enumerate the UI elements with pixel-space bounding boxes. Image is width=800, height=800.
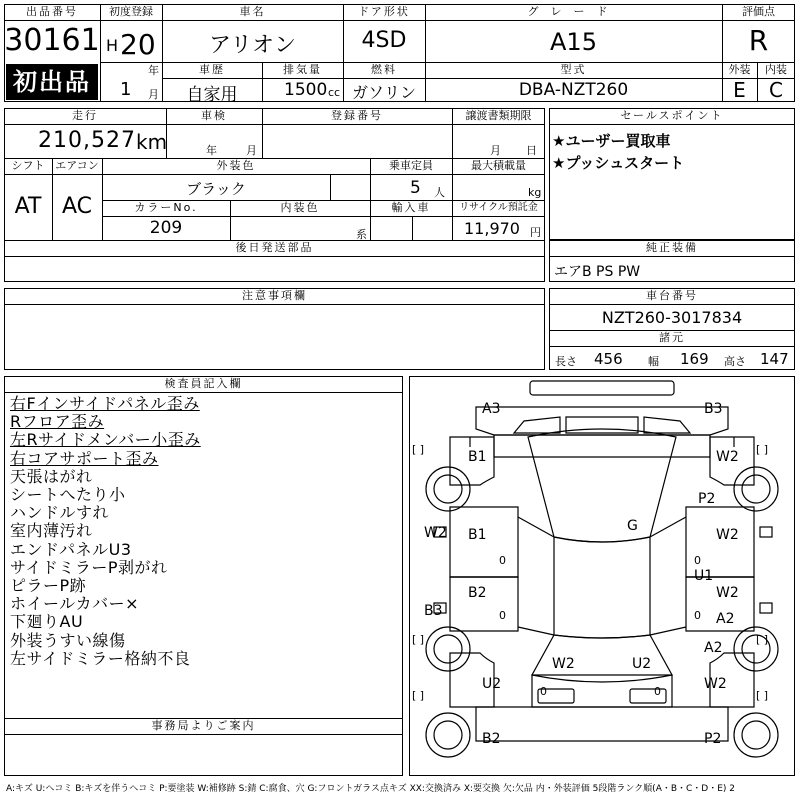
equipment-value: エアB PS PW bbox=[554, 264, 641, 280]
later-parts-label: 後日発送部品 bbox=[235, 241, 314, 254]
specifications-label: 諸元 bbox=[659, 331, 685, 344]
chassis-number: NZT260-3017834 bbox=[601, 308, 743, 327]
damage-mark: W2 bbox=[716, 527, 739, 543]
equipment-label: 純正装備 bbox=[646, 241, 698, 254]
first-listing-badge: 初出品 bbox=[6, 64, 98, 100]
damage-mark: W2 bbox=[716, 449, 739, 465]
inspector-note-line: 右Fインサイドパネル歪み bbox=[10, 394, 200, 413]
inspector-note-line: サイドミラーP剥がれ bbox=[10, 557, 168, 577]
zero-mark: 0 bbox=[540, 685, 547, 698]
inspector-notes-label: 検査員記入欄 bbox=[164, 377, 243, 390]
recycle-fee-unit: 円 bbox=[530, 226, 541, 239]
damage-mark: B3 bbox=[424, 603, 443, 619]
model-code: DBA-NZT260 bbox=[518, 80, 629, 100]
overall-score: R bbox=[748, 24, 769, 57]
displacement: 1500 bbox=[284, 80, 328, 100]
max-load-label: 最大積載量 bbox=[471, 159, 526, 172]
damage-mark: U2 bbox=[482, 676, 502, 692]
color-number-label: カラーNo. bbox=[134, 201, 198, 214]
month-unit: 月 bbox=[148, 88, 159, 101]
inspector-note-line: 天張はがれ bbox=[10, 466, 93, 486]
shift-label: シフト bbox=[11, 159, 45, 172]
chassis-number-label: 車台番号 bbox=[646, 289, 698, 302]
zero-mark: 0 bbox=[499, 609, 506, 622]
zero-mark: 0 bbox=[654, 685, 661, 698]
door-type: 4SD bbox=[361, 28, 407, 53]
ac-label: エアコン bbox=[55, 159, 99, 172]
inspector-note-line: 室内薄汚れ bbox=[10, 521, 93, 541]
damage-mark: A3 bbox=[482, 401, 501, 417]
displacement-label: 排気量 bbox=[283, 63, 322, 76]
interior-color-label: 内装色 bbox=[280, 201, 320, 214]
damage-mark: P2 bbox=[698, 491, 716, 507]
damage-mark: W2 bbox=[424, 525, 447, 541]
air-conditioner: AC bbox=[61, 194, 93, 219]
shift: AT bbox=[14, 194, 42, 219]
interior-grade: C bbox=[769, 78, 783, 102]
interior-color-unit: 系 bbox=[356, 228, 367, 241]
transfer-month-unit: 月 bbox=[490, 144, 501, 157]
bracket-right-mid: [ ] bbox=[756, 633, 769, 646]
damage-mark: B1 bbox=[468, 449, 487, 465]
registration-month: 1 bbox=[120, 79, 132, 100]
bracket-left-top: [ ] bbox=[412, 443, 425, 456]
recycle-fee-label: リサイクル預託金 bbox=[459, 202, 538, 213]
sales-point-1: ★ユーザー買取車 bbox=[552, 132, 671, 150]
legend: A:キズ U:ヘコミ B:キズを伴うヘコミ P:要塗装 W:補修跡 S:錆 C:腐食、穴 G:フロントガラス点キズ XX:交換済み X:要交換 欠:欠品 内・外装評価 5段階ランク順(A・B・C・D・E) 2 bbox=[6, 784, 736, 794]
door-type-label: ドア形状 bbox=[358, 5, 410, 18]
damage-mark: U1 bbox=[694, 568, 714, 584]
damage-mark: B1 bbox=[468, 527, 487, 543]
bracket-right-top: [ ] bbox=[756, 443, 769, 456]
first-registration-label: 初度登録 bbox=[109, 5, 153, 18]
mileage-unit: km bbox=[136, 130, 168, 154]
damage-mark: P2 bbox=[704, 731, 722, 747]
zero-mark: 0 bbox=[499, 554, 506, 567]
height: 147 bbox=[760, 350, 789, 368]
vehicle-history: 自家用 bbox=[186, 85, 238, 105]
era-prefix: H bbox=[106, 36, 119, 55]
inspector-note-line: Rフロア歪み bbox=[10, 412, 105, 432]
color-number: 209 bbox=[149, 218, 183, 238]
import-label: 輸入車 bbox=[391, 201, 431, 214]
history-label: 車歴 bbox=[199, 63, 225, 76]
bracket-left-bottom: [ ] bbox=[412, 689, 425, 702]
inspector-note-line: 外装うすい線傷 bbox=[10, 630, 126, 650]
height-label: 高さ bbox=[724, 355, 746, 368]
inspector-note-line: エンドパネルU3 bbox=[10, 539, 132, 559]
inspector-note-line: 左Rサイドメンバー小歪み bbox=[10, 430, 201, 450]
sales-point-2: ★プッシュスタート bbox=[552, 154, 685, 172]
inspection-month-unit: 月 bbox=[246, 144, 257, 157]
inspector-note-line: ピラーP跡 bbox=[10, 576, 87, 596]
displacement-unit: cc bbox=[328, 86, 341, 99]
damage-mark: U2 bbox=[632, 656, 652, 672]
length: 456 bbox=[594, 350, 623, 368]
car-body-diagram bbox=[410, 377, 794, 775]
damage-mark: B2 bbox=[468, 585, 487, 601]
recycle-fee: 11,970 bbox=[464, 219, 520, 238]
damage-mark: G bbox=[627, 518, 638, 534]
zero-mark: 0 bbox=[694, 609, 701, 622]
damage-mark: W2 bbox=[704, 676, 727, 692]
max-load-unit: kg bbox=[528, 186, 542, 199]
office-notice-label: 事務局よりご案内 bbox=[151, 719, 256, 732]
sales-point-panel bbox=[549, 108, 795, 240]
mileage-label: 走行 bbox=[72, 109, 98, 122]
model-label: 型式 bbox=[560, 63, 587, 76]
exterior-grade: E bbox=[733, 78, 746, 102]
damage-mark: A2 bbox=[716, 611, 735, 627]
transfer-deadline-label: 譲渡書類期限 bbox=[465, 109, 532, 122]
inspection-year-unit: 年 bbox=[206, 144, 217, 157]
capacity-unit: 人 bbox=[434, 186, 445, 199]
sales-point-label: セールスポイント bbox=[620, 109, 724, 122]
mileage: 210,527 bbox=[38, 128, 136, 153]
capacity-label: 乗車定員 bbox=[389, 159, 433, 172]
year-unit: 年 bbox=[148, 64, 159, 77]
registration-year: 20 bbox=[120, 28, 156, 61]
damage-mark: W2 bbox=[716, 585, 739, 601]
inspector-note-line: ホイールカバー× bbox=[10, 594, 140, 614]
score-label: 評価点 bbox=[742, 5, 775, 18]
inspection-label: 車検 bbox=[201, 109, 227, 122]
length-label: 長さ bbox=[555, 355, 577, 368]
damage-mark: B3 bbox=[704, 401, 723, 417]
width: 169 bbox=[680, 350, 709, 368]
registration-number-label: 登録番号 bbox=[331, 109, 383, 122]
inspector-note-line: シートへたり小 bbox=[10, 485, 126, 505]
damage-mark: B2 bbox=[482, 731, 501, 747]
inspector-notes-list bbox=[10, 395, 201, 668]
transfer-day-unit: 日 bbox=[526, 144, 537, 157]
car-name: アリオン bbox=[209, 33, 296, 58]
grade-label: グレード bbox=[527, 5, 620, 18]
lot-number: 30161 bbox=[4, 23, 100, 58]
exterior-color-label: 外装色 bbox=[216, 159, 256, 172]
notes-label: 注意事項欄 bbox=[242, 289, 307, 302]
damage-mark: A2 bbox=[704, 640, 723, 656]
exterior-color: ブラック bbox=[186, 180, 246, 198]
interior-label: 内装 bbox=[765, 63, 787, 76]
exterior-label: 外装 bbox=[728, 63, 751, 76]
grade: A15 bbox=[550, 28, 597, 56]
car-diagram-panel bbox=[409, 376, 795, 776]
bracket-left-mid: [ ] bbox=[412, 633, 425, 646]
capacity: 5 bbox=[410, 178, 421, 198]
inspector-note-line: 右コアサポート歪み bbox=[10, 448, 159, 468]
lot-number-label: 出品番号 bbox=[26, 5, 78, 18]
fuel-label: 燃料 bbox=[371, 63, 397, 76]
inspector-note-line: ハンドルすれ bbox=[10, 503, 110, 523]
damage-mark: W2 bbox=[552, 656, 575, 672]
fuel-type: ガソリン bbox=[351, 83, 416, 102]
bracket-right-bottom: [ ] bbox=[756, 689, 769, 702]
car-name-label: 車名 bbox=[239, 5, 266, 18]
inspector-note-line: 左サイドミラー格納不良 bbox=[10, 648, 191, 668]
zero-mark: 0 bbox=[694, 554, 701, 567]
width-label: 幅 bbox=[648, 355, 659, 368]
inspector-note-line: 下廻りAU bbox=[10, 612, 84, 632]
